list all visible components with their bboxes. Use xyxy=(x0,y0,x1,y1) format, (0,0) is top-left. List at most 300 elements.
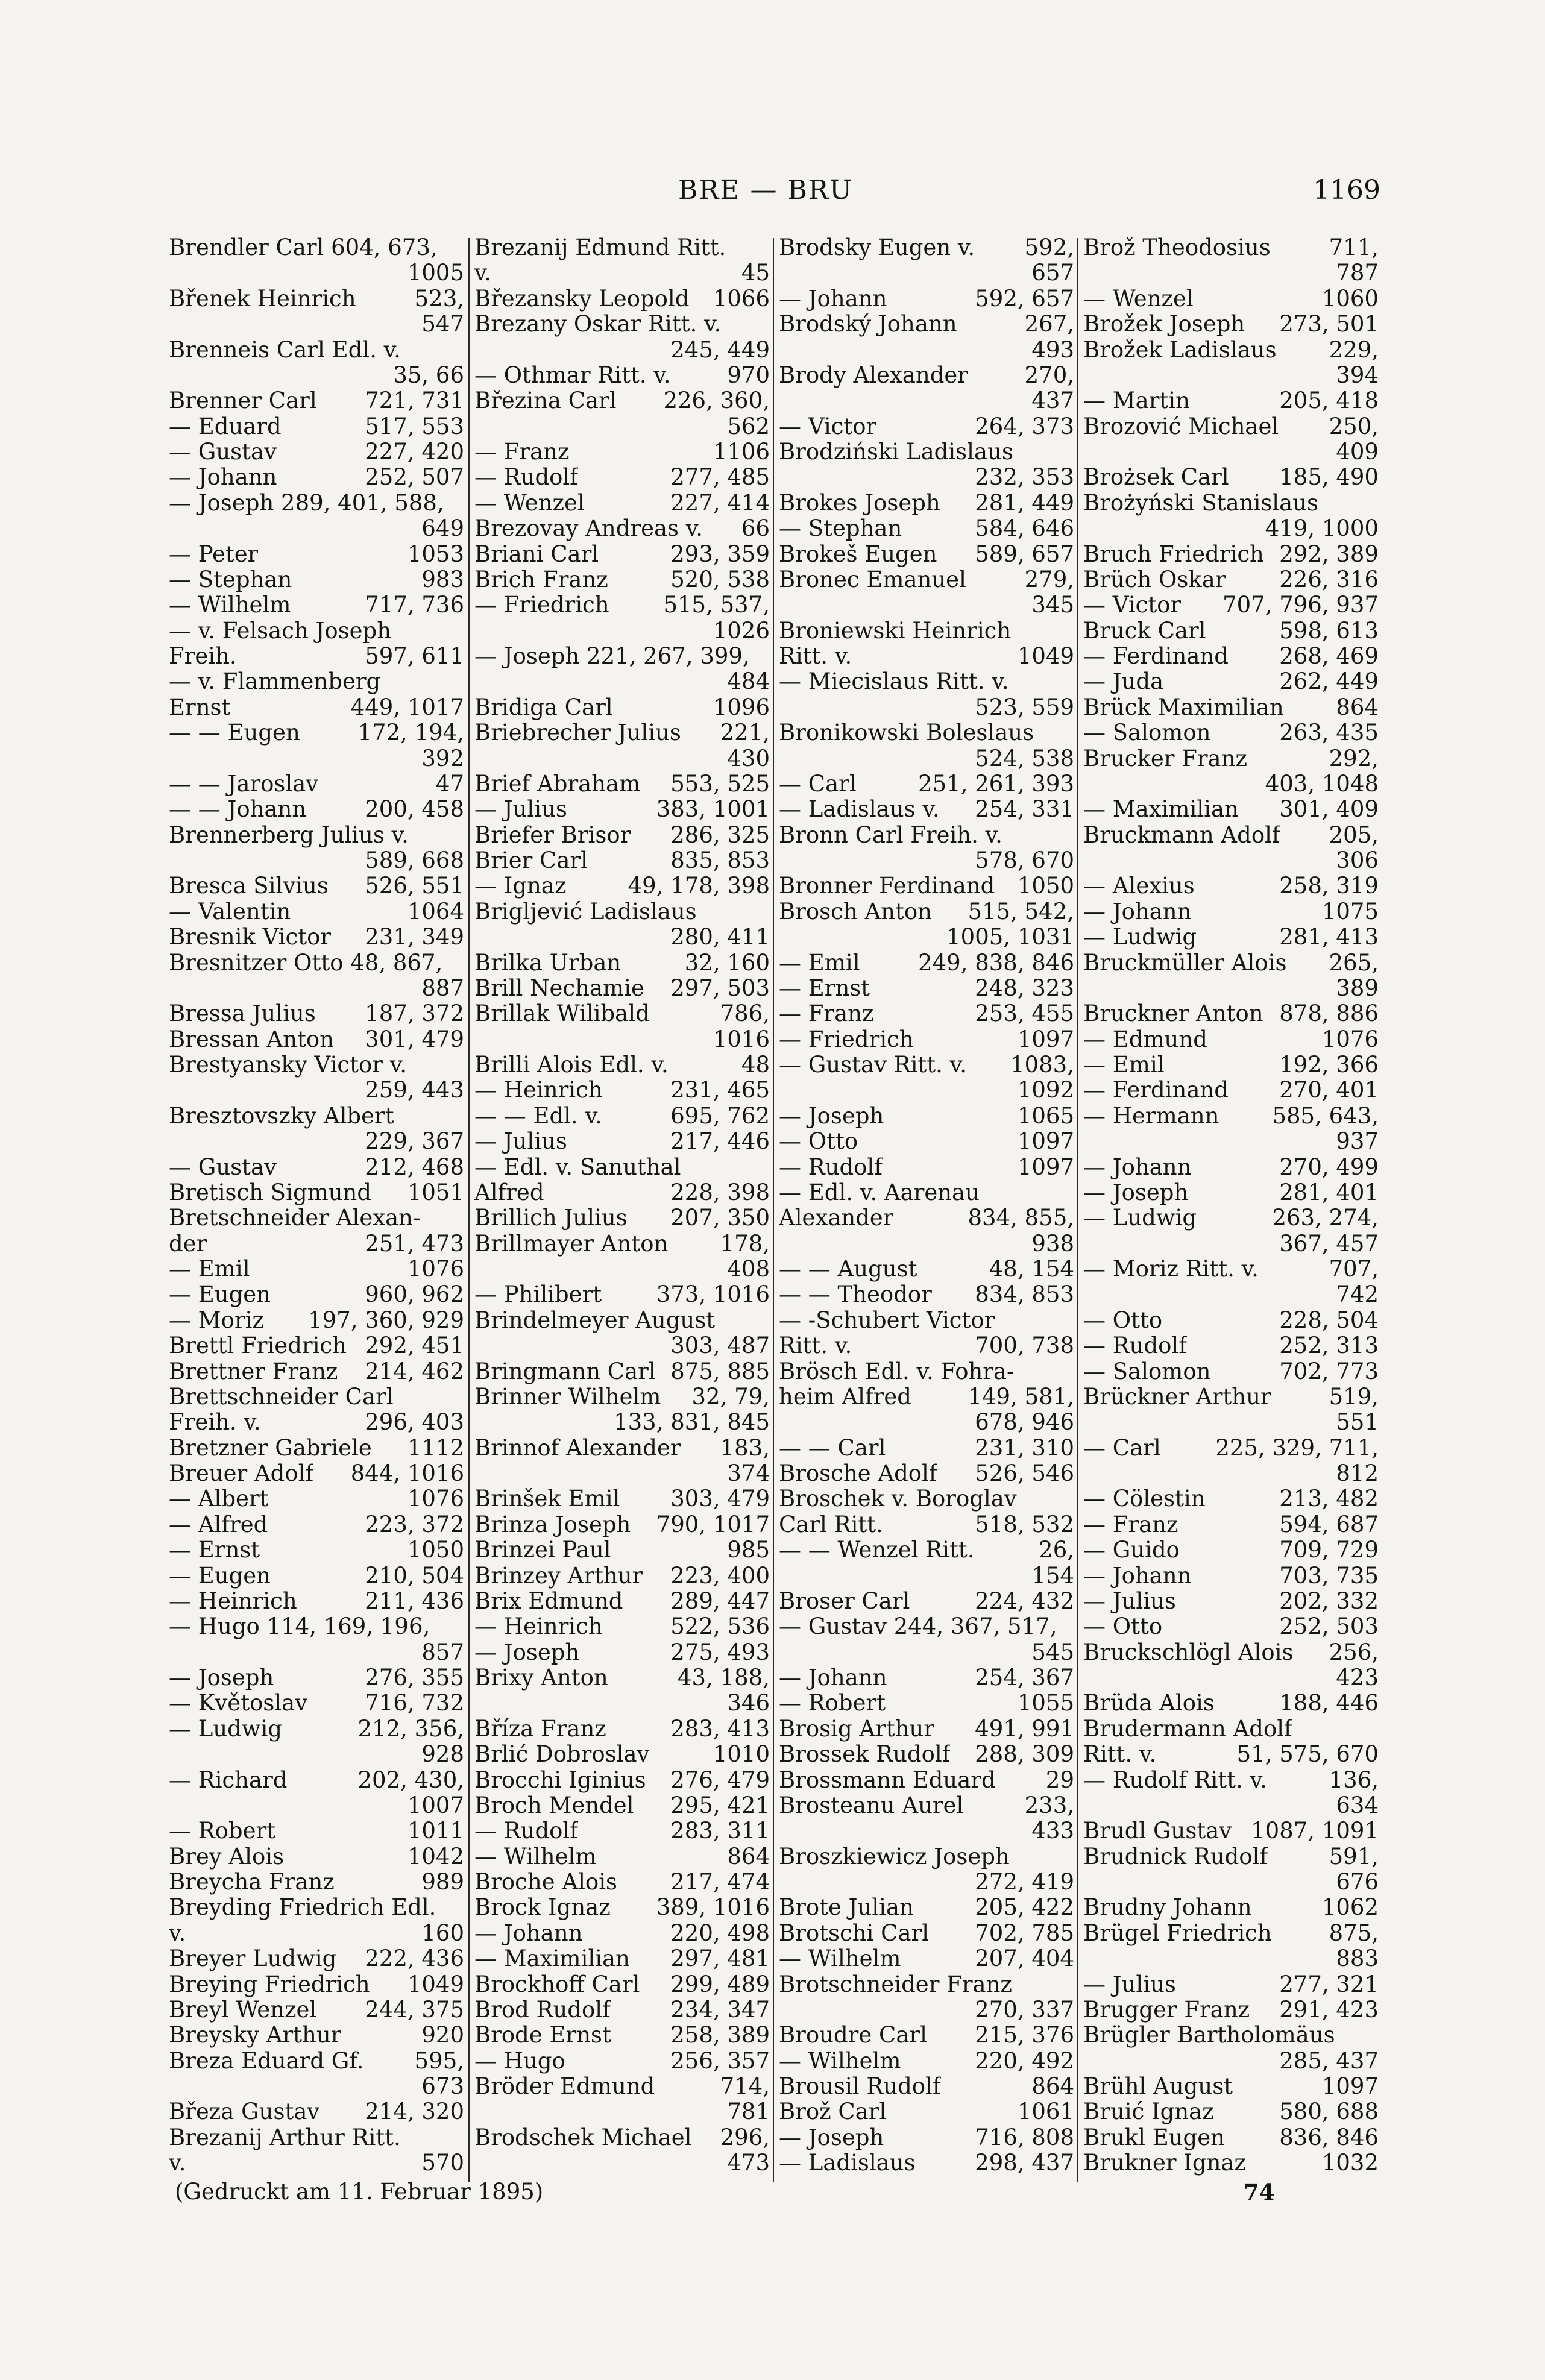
entry-name: Bringmann Carl xyxy=(474,1358,656,1384)
index-entry xyxy=(1083,1997,1379,2023)
entry-name: — Wilhelm xyxy=(779,1946,901,1972)
index-entry xyxy=(474,2099,770,2124)
index-entry xyxy=(474,1486,770,1512)
index-entry xyxy=(169,1742,464,1767)
entry-pages: 834, 855, xyxy=(968,1205,1074,1231)
entry-name: Březa Gustav xyxy=(169,2099,320,2125)
index-entry xyxy=(169,1001,464,1026)
index-entry xyxy=(474,1716,770,1742)
entry-pages: 213, 482 xyxy=(1279,1486,1379,1512)
entry-pages: 1016 xyxy=(713,1026,770,1052)
index-entry xyxy=(474,1895,770,1920)
index-entry xyxy=(169,797,464,822)
index-entry xyxy=(169,976,464,1001)
entry-name: — Ignaz xyxy=(474,873,567,899)
entry-pages: 217, 474 xyxy=(670,1870,770,1895)
index-entry xyxy=(1083,312,1379,337)
index-entry xyxy=(779,1001,1074,1026)
index-entry xyxy=(169,1716,464,1742)
index-entry xyxy=(1083,1333,1379,1358)
entry-pages: 227, 420 xyxy=(365,439,464,465)
entry-pages: 306 xyxy=(1336,848,1379,873)
index-entry xyxy=(474,1461,770,1486)
entry-name: Brodschek Michael xyxy=(474,2124,692,2150)
index-entry xyxy=(779,2074,1074,2099)
entry-name: Brosche Adolf xyxy=(779,1461,937,1486)
entry-pages: 256, xyxy=(1329,1639,1379,1665)
index-entry xyxy=(169,2023,464,2048)
sheet-number: 74 xyxy=(1244,2179,1275,2205)
entry-name: Ritt. v. xyxy=(779,1333,852,1359)
index-entry xyxy=(474,1231,770,1257)
index-entry xyxy=(1083,899,1379,925)
index-entry xyxy=(779,1589,1074,1614)
entry-name: Briglјević Ladislaus xyxy=(474,899,697,925)
index-entry xyxy=(779,1512,1074,1537)
index-entry xyxy=(474,1972,770,1997)
entry-pages: 228, 398 xyxy=(670,1179,770,1205)
index-entry xyxy=(779,1333,1074,1358)
index-entry xyxy=(169,695,464,720)
index-entry xyxy=(474,388,770,413)
index-entry xyxy=(474,1078,770,1103)
entry-pages: 262, 449 xyxy=(1279,669,1379,695)
entry-name: Bresnitzer Otto 48, 867, xyxy=(169,950,443,976)
index-entry xyxy=(1083,644,1379,669)
index-column-3 xyxy=(779,235,1074,2176)
index-entry xyxy=(169,746,464,771)
entry-name: — Johann xyxy=(1083,899,1192,925)
entry-name: Brodsky Eugen v. xyxy=(779,235,975,260)
index-entry xyxy=(169,1205,464,1231)
entry-pages: 742 xyxy=(1336,1282,1379,1308)
entry-name: Brossmann Eduard xyxy=(779,1767,996,1793)
entry-pages: 676 xyxy=(1336,1870,1379,1895)
index-entry xyxy=(169,1768,464,1793)
entry-pages: 419, 1000 xyxy=(1265,516,1379,542)
entry-pages: 232, 353 xyxy=(975,465,1074,491)
index-entry xyxy=(169,542,464,567)
index-entry xyxy=(474,1537,770,1563)
entry-name: Brückner Arthur xyxy=(1083,1384,1271,1410)
index-entry xyxy=(169,2099,464,2124)
entry-name: Brock Ignaz xyxy=(474,1895,611,1921)
index-entry xyxy=(169,592,464,618)
entry-name: Bruić Ignaz xyxy=(1083,2099,1214,2125)
index-entry xyxy=(474,1129,770,1154)
entry-name: — Julius xyxy=(1083,1588,1176,1614)
entry-name: — Otto xyxy=(1083,1307,1163,1333)
index-entry xyxy=(474,1410,770,1435)
entry-name: — Martin xyxy=(1083,388,1190,414)
entry-name: Brey Alois xyxy=(169,1844,285,1870)
entry-pages: 515, 542, xyxy=(968,899,1074,925)
entry-pages: 160 xyxy=(421,1920,464,1946)
entry-pages: 634 xyxy=(1336,1792,1379,1818)
page-header xyxy=(151,175,1380,211)
entry-pages: 224, 432 xyxy=(975,1588,1074,1614)
entry-name: — Maximilian xyxy=(1083,797,1239,823)
entry-name: Brügel Friedrich xyxy=(1083,1920,1272,1946)
index-entry xyxy=(1083,2074,1379,2099)
index-entry xyxy=(169,260,464,286)
entry-name: Brilli Alois Edl. v. xyxy=(474,1052,669,1078)
entry-name: Bruckmann Adolf xyxy=(1083,822,1280,848)
index-entry xyxy=(1083,1461,1379,1486)
entry-pages: 35, 66 xyxy=(393,362,464,388)
entry-pages: 1112 xyxy=(407,1435,464,1461)
entry-pages: 887 xyxy=(421,975,464,1001)
entry-name: — Emil xyxy=(779,950,860,976)
entry-pages: 248, 323 xyxy=(975,975,1074,1001)
entry-name: Brinner Wilhelm xyxy=(474,1384,661,1410)
entry-pages: 1065 xyxy=(1017,1103,1074,1129)
entry-pages: 985 xyxy=(727,1537,770,1563)
index-entry xyxy=(474,1282,770,1307)
index-entry xyxy=(169,618,464,644)
index-entry xyxy=(779,976,1074,1001)
index-entry xyxy=(474,1436,770,1461)
index-entry xyxy=(779,899,1074,925)
index-entry xyxy=(474,1946,770,1971)
entry-name: Breza Eduard Gf. xyxy=(169,2048,364,2074)
entry-name: Brix Edmund xyxy=(474,1588,623,1614)
index-entry xyxy=(474,1308,770,1333)
entry-name: — Alexius xyxy=(1083,873,1195,899)
entry-pages: 523, 559 xyxy=(975,694,1074,720)
entry-pages: 790, 1017 xyxy=(656,1512,770,1537)
entry-name: Brezovay Andreas v. xyxy=(474,516,703,542)
index-entry xyxy=(169,312,464,337)
index-entry xyxy=(474,873,770,899)
entry-pages: 517, 553 xyxy=(365,413,464,439)
entry-pages: 520, 538 xyxy=(670,567,770,592)
entry-name: Alfred xyxy=(474,1179,544,1205)
entry-pages: 1076 xyxy=(407,1257,464,1282)
entry-pages: 188, 446 xyxy=(1279,1691,1379,1716)
index-entry xyxy=(169,1691,464,1716)
index-entry xyxy=(474,1512,770,1537)
entry-name: — Otto xyxy=(1083,1614,1163,1640)
entry-pages: 276, 479 xyxy=(670,1767,770,1793)
entry-pages: 836, 846 xyxy=(1279,2124,1379,2150)
index-entry xyxy=(1083,2023,1379,2048)
index-entry xyxy=(169,338,464,363)
index-entry xyxy=(169,1282,464,1307)
entry-name: Brezany Oskar Ritt. v. xyxy=(474,312,722,338)
index-entry xyxy=(474,1001,770,1026)
entry-name: Breyding Friedrich Edl. xyxy=(169,1895,436,1921)
index-entry xyxy=(779,1895,1074,1920)
entry-name: Brich Franz xyxy=(474,567,608,592)
index-entry xyxy=(1083,1308,1379,1333)
entry-pages: 220, 492 xyxy=(975,2048,1074,2074)
index-entry xyxy=(1083,669,1379,694)
entry-pages: 222, 436 xyxy=(365,1946,464,1972)
entry-name: — Wenzel xyxy=(474,490,585,516)
entry-name: Breying Friedrich xyxy=(169,1971,370,1997)
entry-name: Broschek v. Boroglav xyxy=(779,1486,1017,1512)
index-entry xyxy=(1083,925,1379,950)
entry-pages: 251, 261, 393 xyxy=(918,771,1074,797)
index-entry xyxy=(169,1308,464,1333)
entry-name: — Miecislaus Ritt. v. xyxy=(779,669,1009,695)
index-entry xyxy=(1083,1665,1379,1691)
entry-pages: 1050 xyxy=(407,1537,464,1563)
index-entry xyxy=(779,1410,1074,1435)
entry-name: Bruch Friedrich xyxy=(1083,541,1264,567)
index-entry xyxy=(169,1052,464,1078)
entry-pages: 292, 389 xyxy=(1279,541,1379,567)
index-entry xyxy=(1083,1282,1379,1307)
entry-name: Bresca Silvius xyxy=(169,873,329,899)
index-entry xyxy=(779,1870,1074,1895)
index-entry xyxy=(474,1691,770,1716)
entry-name: — Julius xyxy=(1083,1971,1176,1997)
index-column-2 xyxy=(474,235,770,2176)
entry-name: — Heinrich xyxy=(169,1588,297,1614)
entry-pages: 221, xyxy=(720,720,770,746)
entry-name: — Gustav 244, 367, 517, xyxy=(779,1614,1057,1640)
entry-name: Ritt. v. xyxy=(779,644,852,669)
entry-name: Briani Carl xyxy=(474,541,599,567)
index-entry xyxy=(474,950,770,976)
entry-name: — Gustav xyxy=(169,439,277,465)
entry-pages: 345 xyxy=(1031,592,1074,618)
entry-pages: 183, xyxy=(720,1435,770,1461)
entry-name: Brezanij Arthur Ritt. xyxy=(169,2124,401,2150)
index-entry xyxy=(474,669,770,694)
entry-name: der xyxy=(169,1231,207,1257)
index-entry xyxy=(169,1359,464,1384)
entry-pages: 1097 xyxy=(1321,2074,1379,2099)
entry-name: Carl Ritt. xyxy=(779,1512,883,1537)
entry-name: — Guido xyxy=(1083,1537,1180,1563)
entry-pages: 1050 xyxy=(1017,873,1074,899)
entry-pages: 279, xyxy=(1024,567,1074,592)
index-entry xyxy=(474,976,770,1001)
entry-pages: 217, 446 xyxy=(670,1129,770,1155)
entry-pages: 226, 316 xyxy=(1279,567,1379,592)
index-entry xyxy=(474,2049,770,2074)
entry-name: — Wilhelm xyxy=(169,592,291,618)
entry-name: Brossek Rudolf xyxy=(779,1742,951,1768)
index-entry xyxy=(169,1486,464,1512)
entry-pages: 244, 375 xyxy=(365,1997,464,2023)
index-entry xyxy=(779,414,1074,439)
index-entry xyxy=(1083,823,1379,848)
index-entry xyxy=(474,2150,770,2176)
index-entry xyxy=(474,1257,770,1282)
entry-pages: 292, xyxy=(1329,746,1379,771)
entry-pages: 1032 xyxy=(1321,2150,1379,2176)
entry-pages: 251, 473 xyxy=(365,1231,464,1257)
entry-name: Briefer Brisor xyxy=(474,822,631,848)
entry-pages: 711, xyxy=(1329,235,1379,260)
entry-pages: 51, 575, 670 xyxy=(1236,1742,1379,1768)
index-entry xyxy=(779,1104,1074,1129)
index-entry xyxy=(779,1461,1074,1486)
entry-name: Brosch Anton xyxy=(779,899,932,925)
index-entry xyxy=(779,1640,1074,1665)
entry-pages: 254, 331 xyxy=(975,797,1074,823)
entry-name: — v. Felsach Joseph xyxy=(169,618,392,644)
entry-name: — Ernst xyxy=(779,975,870,1001)
index-entry xyxy=(474,286,770,312)
index-entry xyxy=(169,720,464,746)
index-entry xyxy=(169,567,464,592)
entry-name: — v. Flammenberg xyxy=(169,669,381,695)
index-entry xyxy=(169,644,464,669)
index-entry xyxy=(779,618,1074,644)
entry-pages: 207, 404 xyxy=(975,1946,1074,1972)
entry-name: — Ludwig xyxy=(1083,1205,1197,1231)
entry-pages: 928 xyxy=(421,1742,464,1768)
entry-pages: 268, 469 xyxy=(1279,644,1379,669)
entry-name: — Ludwig xyxy=(169,1716,283,1742)
entry-pages: 225, 329, 711, xyxy=(1215,1435,1379,1461)
entry-pages: 301, 409 xyxy=(1279,797,1379,823)
entry-name: Brudermann Adolf xyxy=(1083,1716,1292,1742)
entry-name: Brožek Joseph xyxy=(1083,312,1245,338)
index-entry xyxy=(474,1614,770,1639)
entry-name: — — Wenzel Ritt. xyxy=(779,1537,975,1563)
entry-name: Brod Rudolf xyxy=(474,1997,611,2023)
entry-pages: 1096 xyxy=(713,694,770,720)
entry-pages: 178, xyxy=(720,1231,770,1257)
index-entry xyxy=(474,2125,770,2150)
index-entry xyxy=(474,363,770,388)
entry-pages: 1076 xyxy=(1321,1026,1379,1052)
entry-pages: 673 xyxy=(421,2074,464,2099)
entry-pages: 303, 487 xyxy=(670,1333,770,1359)
entry-pages: 220, 498 xyxy=(670,1920,770,1946)
index-entry xyxy=(1083,567,1379,592)
index-entry xyxy=(1083,720,1379,746)
entry-pages: 786, xyxy=(720,1001,770,1027)
entry-pages: 133, 831, 845 xyxy=(614,1410,770,1436)
index-entry xyxy=(1083,260,1379,286)
entry-pages: 270, xyxy=(1024,362,1074,388)
entry-name: Brinnof Alexander xyxy=(474,1435,681,1461)
index-entry xyxy=(779,1308,1074,1333)
index-entry xyxy=(169,1461,464,1486)
index-entry xyxy=(1083,1614,1379,1639)
entry-pages: 875, 885 xyxy=(670,1358,770,1384)
entry-name: Breyl Wenzel xyxy=(169,1997,317,2023)
index-entry xyxy=(474,1997,770,2023)
entry-pages: 346 xyxy=(727,1691,770,1716)
index-entry xyxy=(169,1997,464,2023)
entry-pages: 367, 457 xyxy=(1279,1231,1379,1257)
entry-pages: 185, 490 xyxy=(1279,465,1379,491)
entry-pages: 1053 xyxy=(407,541,464,567)
entry-pages: 286, 325 xyxy=(670,822,770,848)
index-entry xyxy=(474,260,770,286)
entry-name: — Wenzel xyxy=(1083,286,1194,312)
entry-name: — Juda xyxy=(1083,669,1164,695)
index-entry xyxy=(779,720,1074,746)
index-entry xyxy=(169,1818,464,1844)
entry-name: — — Eugen xyxy=(169,720,300,746)
index-entry xyxy=(169,925,464,950)
entry-pages: 875, xyxy=(1329,1920,1379,1946)
index-entry xyxy=(779,695,1074,720)
index-entry xyxy=(779,1844,1074,1870)
entry-name: — Rudolf xyxy=(1083,1333,1187,1359)
index-entry xyxy=(779,567,1074,592)
entry-pages: 280, 411 xyxy=(670,925,770,950)
index-entry xyxy=(779,1486,1074,1512)
index-entry xyxy=(779,669,1074,694)
entry-pages: 250, xyxy=(1329,413,1379,439)
entry-name: Brousil Rudolf xyxy=(779,2074,941,2099)
index-entry xyxy=(1083,1180,1379,1205)
index-entry xyxy=(779,338,1074,363)
entry-pages: 291, 423 xyxy=(1279,1997,1379,2023)
entry-name: — -Schubert Victor xyxy=(779,1307,995,1333)
entry-name: — Gustav Ritt. v. xyxy=(779,1052,967,1078)
index-entry xyxy=(169,823,464,848)
entry-pages: 695, 762 xyxy=(670,1103,770,1129)
index-entry xyxy=(474,771,770,797)
index-entry xyxy=(169,516,464,541)
index-entry xyxy=(474,1205,770,1231)
index-entry xyxy=(169,2150,464,2176)
entry-pages: 1066 xyxy=(713,286,770,312)
index-entry xyxy=(474,439,770,465)
entry-pages: 409 xyxy=(1336,439,1379,465)
index-entry xyxy=(1083,1793,1379,1818)
entry-pages: 285, 437 xyxy=(1279,2048,1379,2074)
entry-name: Brož Carl xyxy=(779,2099,887,2125)
entry-pages: 245, 449 xyxy=(670,337,770,363)
index-entry xyxy=(1083,1129,1379,1154)
entry-name: Briebrecher Julius xyxy=(474,720,681,746)
index-entry xyxy=(474,567,770,592)
index-entry xyxy=(779,1155,1074,1180)
entry-pages: 154 xyxy=(1031,1563,1074,1589)
entry-name: — Julius xyxy=(474,797,567,823)
entry-name: — Wilhelm xyxy=(779,2048,901,2074)
entry-pages: 547 xyxy=(421,312,464,338)
entry-name: Brucker Franz xyxy=(1083,746,1247,771)
entry-pages: 1097 xyxy=(1017,1154,1074,1180)
index-entry xyxy=(779,1691,1074,1716)
index-entry xyxy=(1083,439,1379,465)
entry-pages: 553, 525 xyxy=(670,771,770,797)
index-entry xyxy=(779,1282,1074,1307)
entry-name: Bretschneider Alexan- xyxy=(169,1205,421,1231)
entry-name: — Friedrich xyxy=(779,1026,914,1052)
entry-pages: 288, 309 xyxy=(975,1742,1074,1768)
index-entry xyxy=(169,1436,464,1461)
entry-name: — Friedrich xyxy=(474,592,609,618)
index-entry xyxy=(779,925,1074,950)
entry-pages: 233, xyxy=(1024,1792,1074,1818)
index-entry xyxy=(1083,1078,1379,1103)
entry-pages: 709, 729 xyxy=(1279,1537,1379,1563)
entry-pages: 473 xyxy=(727,2150,770,2176)
entry-name: Brlić Dobroslav xyxy=(474,1742,650,1768)
index-entry xyxy=(1083,1870,1379,1895)
entry-pages: 545 xyxy=(1031,1639,1074,1665)
entry-pages: 787 xyxy=(1336,260,1379,286)
index-entry xyxy=(779,439,1074,465)
entry-pages: 519, xyxy=(1329,1384,1379,1410)
index-entry xyxy=(1083,2049,1379,2074)
entry-name: — Hermann xyxy=(1083,1103,1219,1129)
